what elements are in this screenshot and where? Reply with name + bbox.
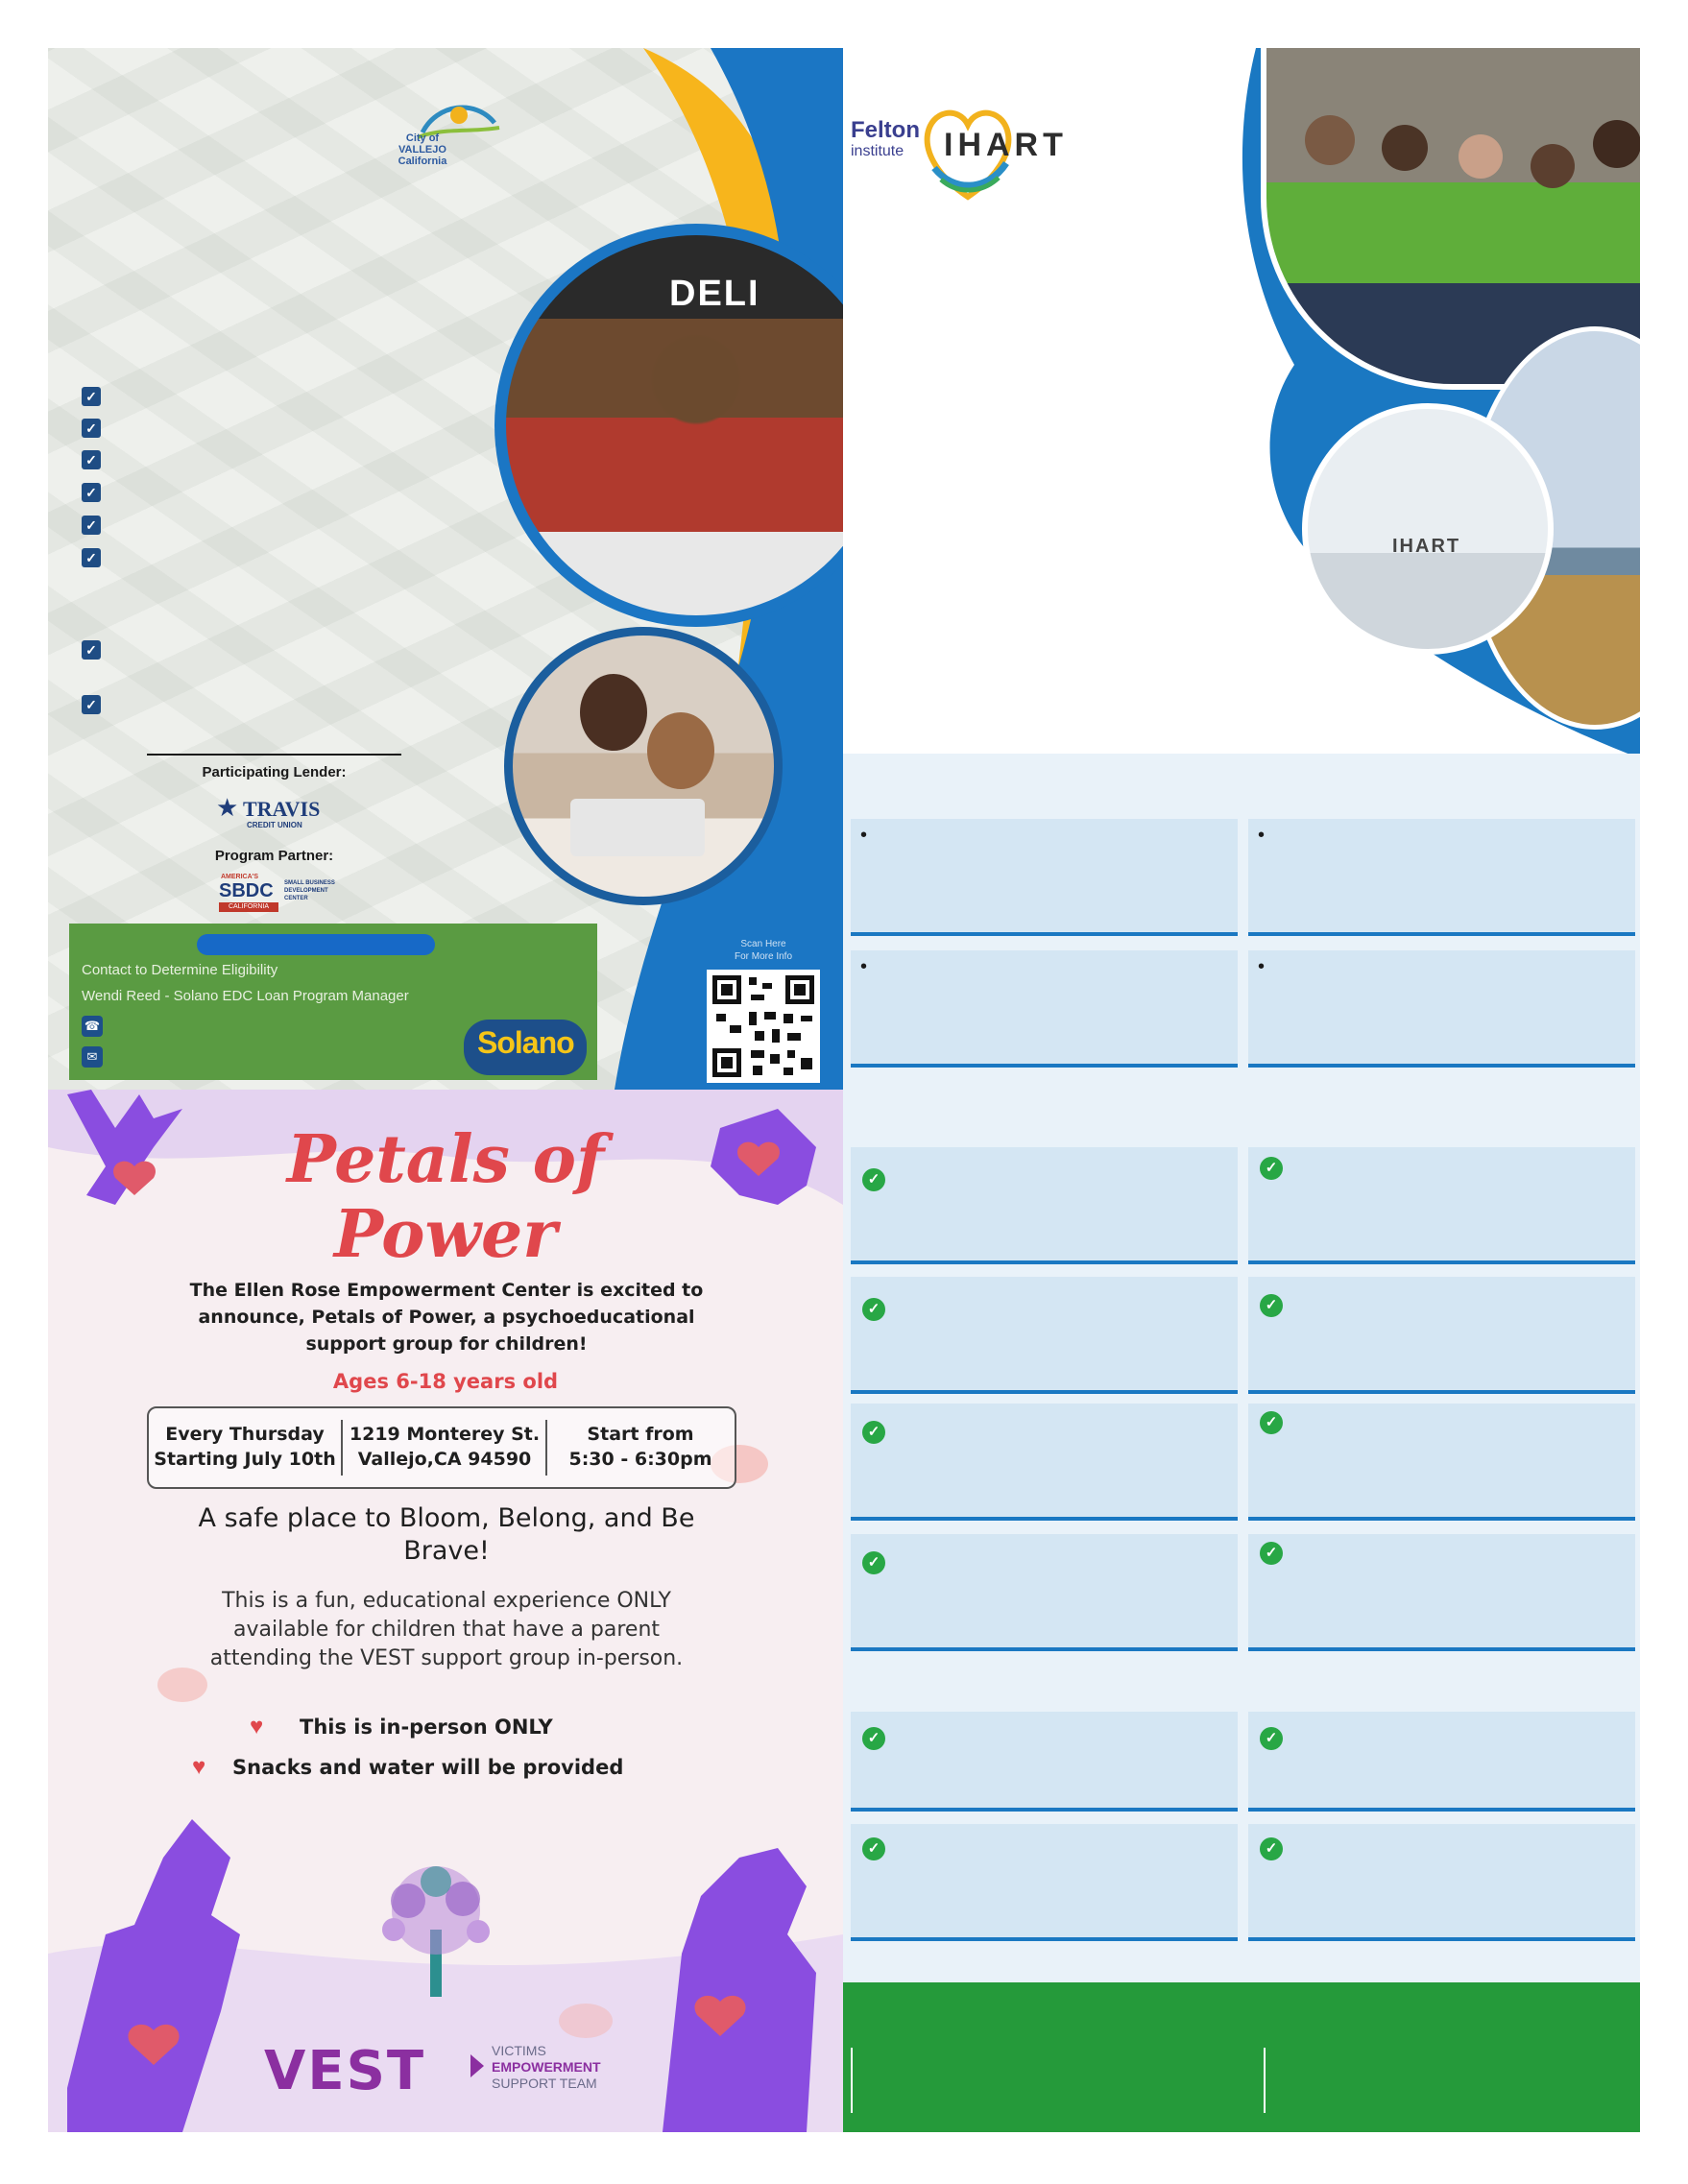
deli-sign: DELI bbox=[669, 274, 760, 314]
phone-icon[interactable]: ☎ bbox=[82, 1016, 103, 1037]
petals-intro: The Ellen Rose Empowerment Center is excited to announce, Petals of Power, a psychoeducational support group for children! bbox=[189, 1280, 704, 1355]
divider bbox=[545, 1420, 547, 1476]
check-circle-icon: ✓ bbox=[862, 1551, 885, 1574]
star-icon: ★ bbox=[216, 793, 239, 822]
info-card bbox=[1248, 819, 1635, 936]
contact-header-pill bbox=[197, 934, 435, 955]
service-card bbox=[851, 1404, 1238, 1521]
service-card bbox=[1248, 1277, 1635, 1394]
vest-logo: VEST bbox=[264, 2040, 426, 2102]
service-card bbox=[1248, 1404, 1635, 1521]
loan-program-flyer bbox=[48, 48, 843, 1090]
women-laptop-photo bbox=[513, 636, 774, 897]
heart-icon: ♥ bbox=[192, 1754, 206, 1780]
footer-bar bbox=[843, 1982, 1640, 2132]
travis-credit-union-logo: ★ TRAVIS CREDIT UNION bbox=[216, 793, 321, 829]
scan-label: Scan Here For More Info bbox=[734, 939, 793, 962]
check-circle-icon: ✓ bbox=[1260, 1837, 1283, 1860]
service-card bbox=[851, 1534, 1238, 1651]
divider bbox=[341, 1420, 343, 1476]
petals-description: This is a fun, educational experience ONLY available for children that have a parent attending the VEST support group in-person. bbox=[209, 1589, 684, 1670]
ages-text: Ages 6-18 years old bbox=[332, 1370, 559, 1393]
check-icon: ✓ bbox=[82, 387, 101, 406]
service-card bbox=[1248, 1147, 1635, 1264]
info-card bbox=[1248, 950, 1635, 1068]
check-icon: ✓ bbox=[82, 483, 101, 502]
check-icon: ✓ bbox=[82, 640, 101, 660]
service-card bbox=[851, 1712, 1238, 1812]
note-in-person: This is in-person ONLY bbox=[300, 1716, 553, 1739]
check-circle-icon: ✓ bbox=[1260, 1727, 1283, 1750]
check-circle-icon: ✓ bbox=[862, 1421, 885, 1444]
email-icon[interactable]: ✉ bbox=[82, 1046, 103, 1068]
service-card bbox=[851, 1147, 1238, 1264]
van-photo bbox=[1302, 403, 1554, 655]
check-circle-icon: ✓ bbox=[1260, 1294, 1283, 1317]
service-card bbox=[1248, 1712, 1635, 1812]
ihart-logo-text: IHART bbox=[944, 127, 1068, 163]
petals-tagline: A safe place to Bloom, Belong, and Be Brave! bbox=[198, 1503, 695, 1566]
bullet: • bbox=[1258, 956, 1266, 977]
info-card bbox=[851, 950, 1238, 1068]
schedule-time: Start from 5:30 - 6:30pm bbox=[568, 1424, 712, 1470]
divider bbox=[1264, 2048, 1266, 2113]
petals-of-power-flyer bbox=[48, 1090, 843, 2132]
divider bbox=[147, 754, 401, 756]
check-circle-icon: ✓ bbox=[1260, 1542, 1283, 1565]
vallejo-logo bbox=[384, 94, 509, 167]
check-circle-icon: ✓ bbox=[862, 1298, 885, 1321]
sbdc-logo: AMERICA'S SBDC CALIFORNIA SMALL BUSINESS DEVELOPMENT CENTER bbox=[219, 874, 335, 910]
check-circle-icon: ✓ bbox=[862, 1727, 885, 1750]
note-snacks: Snacks and water will be provided bbox=[232, 1756, 624, 1779]
felton-logo: Felton institute bbox=[851, 117, 920, 159]
heart-icon: ♥ bbox=[250, 1714, 264, 1740]
qr-code[interactable] bbox=[707, 970, 820, 1083]
bullet: • bbox=[1258, 825, 1266, 846]
check-circle-icon: ✓ bbox=[1260, 1411, 1283, 1434]
solano-edc-logo: Solano bbox=[464, 1020, 587, 1075]
petals-title: Petals of Power bbox=[286, 1121, 605, 1273]
info-card bbox=[851, 819, 1238, 936]
check-icon: ✓ bbox=[82, 548, 101, 567]
van-logo-text: IHART bbox=[1392, 536, 1461, 557]
vallejo-logo-text: City of VALLEJO California bbox=[398, 132, 447, 167]
tree-logo bbox=[355, 1862, 518, 2006]
bullet: • bbox=[860, 825, 868, 846]
check-icon: ✓ bbox=[82, 419, 101, 438]
vest-subtitle: VICTIMS EMPOWERMENT SUPPORT TEAM bbox=[492, 2043, 601, 2091]
divider bbox=[851, 2048, 853, 2113]
service-card bbox=[851, 1824, 1238, 1941]
play-arrow-icon bbox=[470, 2054, 484, 2077]
service-card bbox=[851, 1277, 1238, 1394]
check-icon: ✓ bbox=[82, 695, 101, 714]
schedule-box bbox=[147, 1406, 736, 1489]
check-circle-icon: ✓ bbox=[862, 1837, 885, 1860]
participating-lender-label: Participating Lender: bbox=[202, 764, 347, 780]
schedule-when: Every Thursday Starting July 10th bbox=[154, 1424, 336, 1470]
contact-eligibility-text: Contact to Determine Eligibility bbox=[82, 962, 278, 978]
check-icon: ✓ bbox=[82, 516, 101, 535]
check-circle-icon: ✓ bbox=[862, 1168, 885, 1191]
bullet: • bbox=[860, 956, 868, 977]
service-card bbox=[1248, 1824, 1635, 1941]
service-card bbox=[1248, 1534, 1635, 1651]
ihart-flyer bbox=[843, 48, 1640, 2132]
check-icon: ✓ bbox=[82, 450, 101, 469]
program-partner-label: Program Partner: bbox=[214, 848, 334, 864]
schedule-where: 1219 Monterey St. Vallejo,CA 94590 bbox=[349, 1424, 541, 1470]
check-circle-icon: ✓ bbox=[1260, 1157, 1283, 1180]
contact-name-text: Wendi Reed - Solano EDC Loan Program Manager bbox=[82, 988, 409, 1004]
